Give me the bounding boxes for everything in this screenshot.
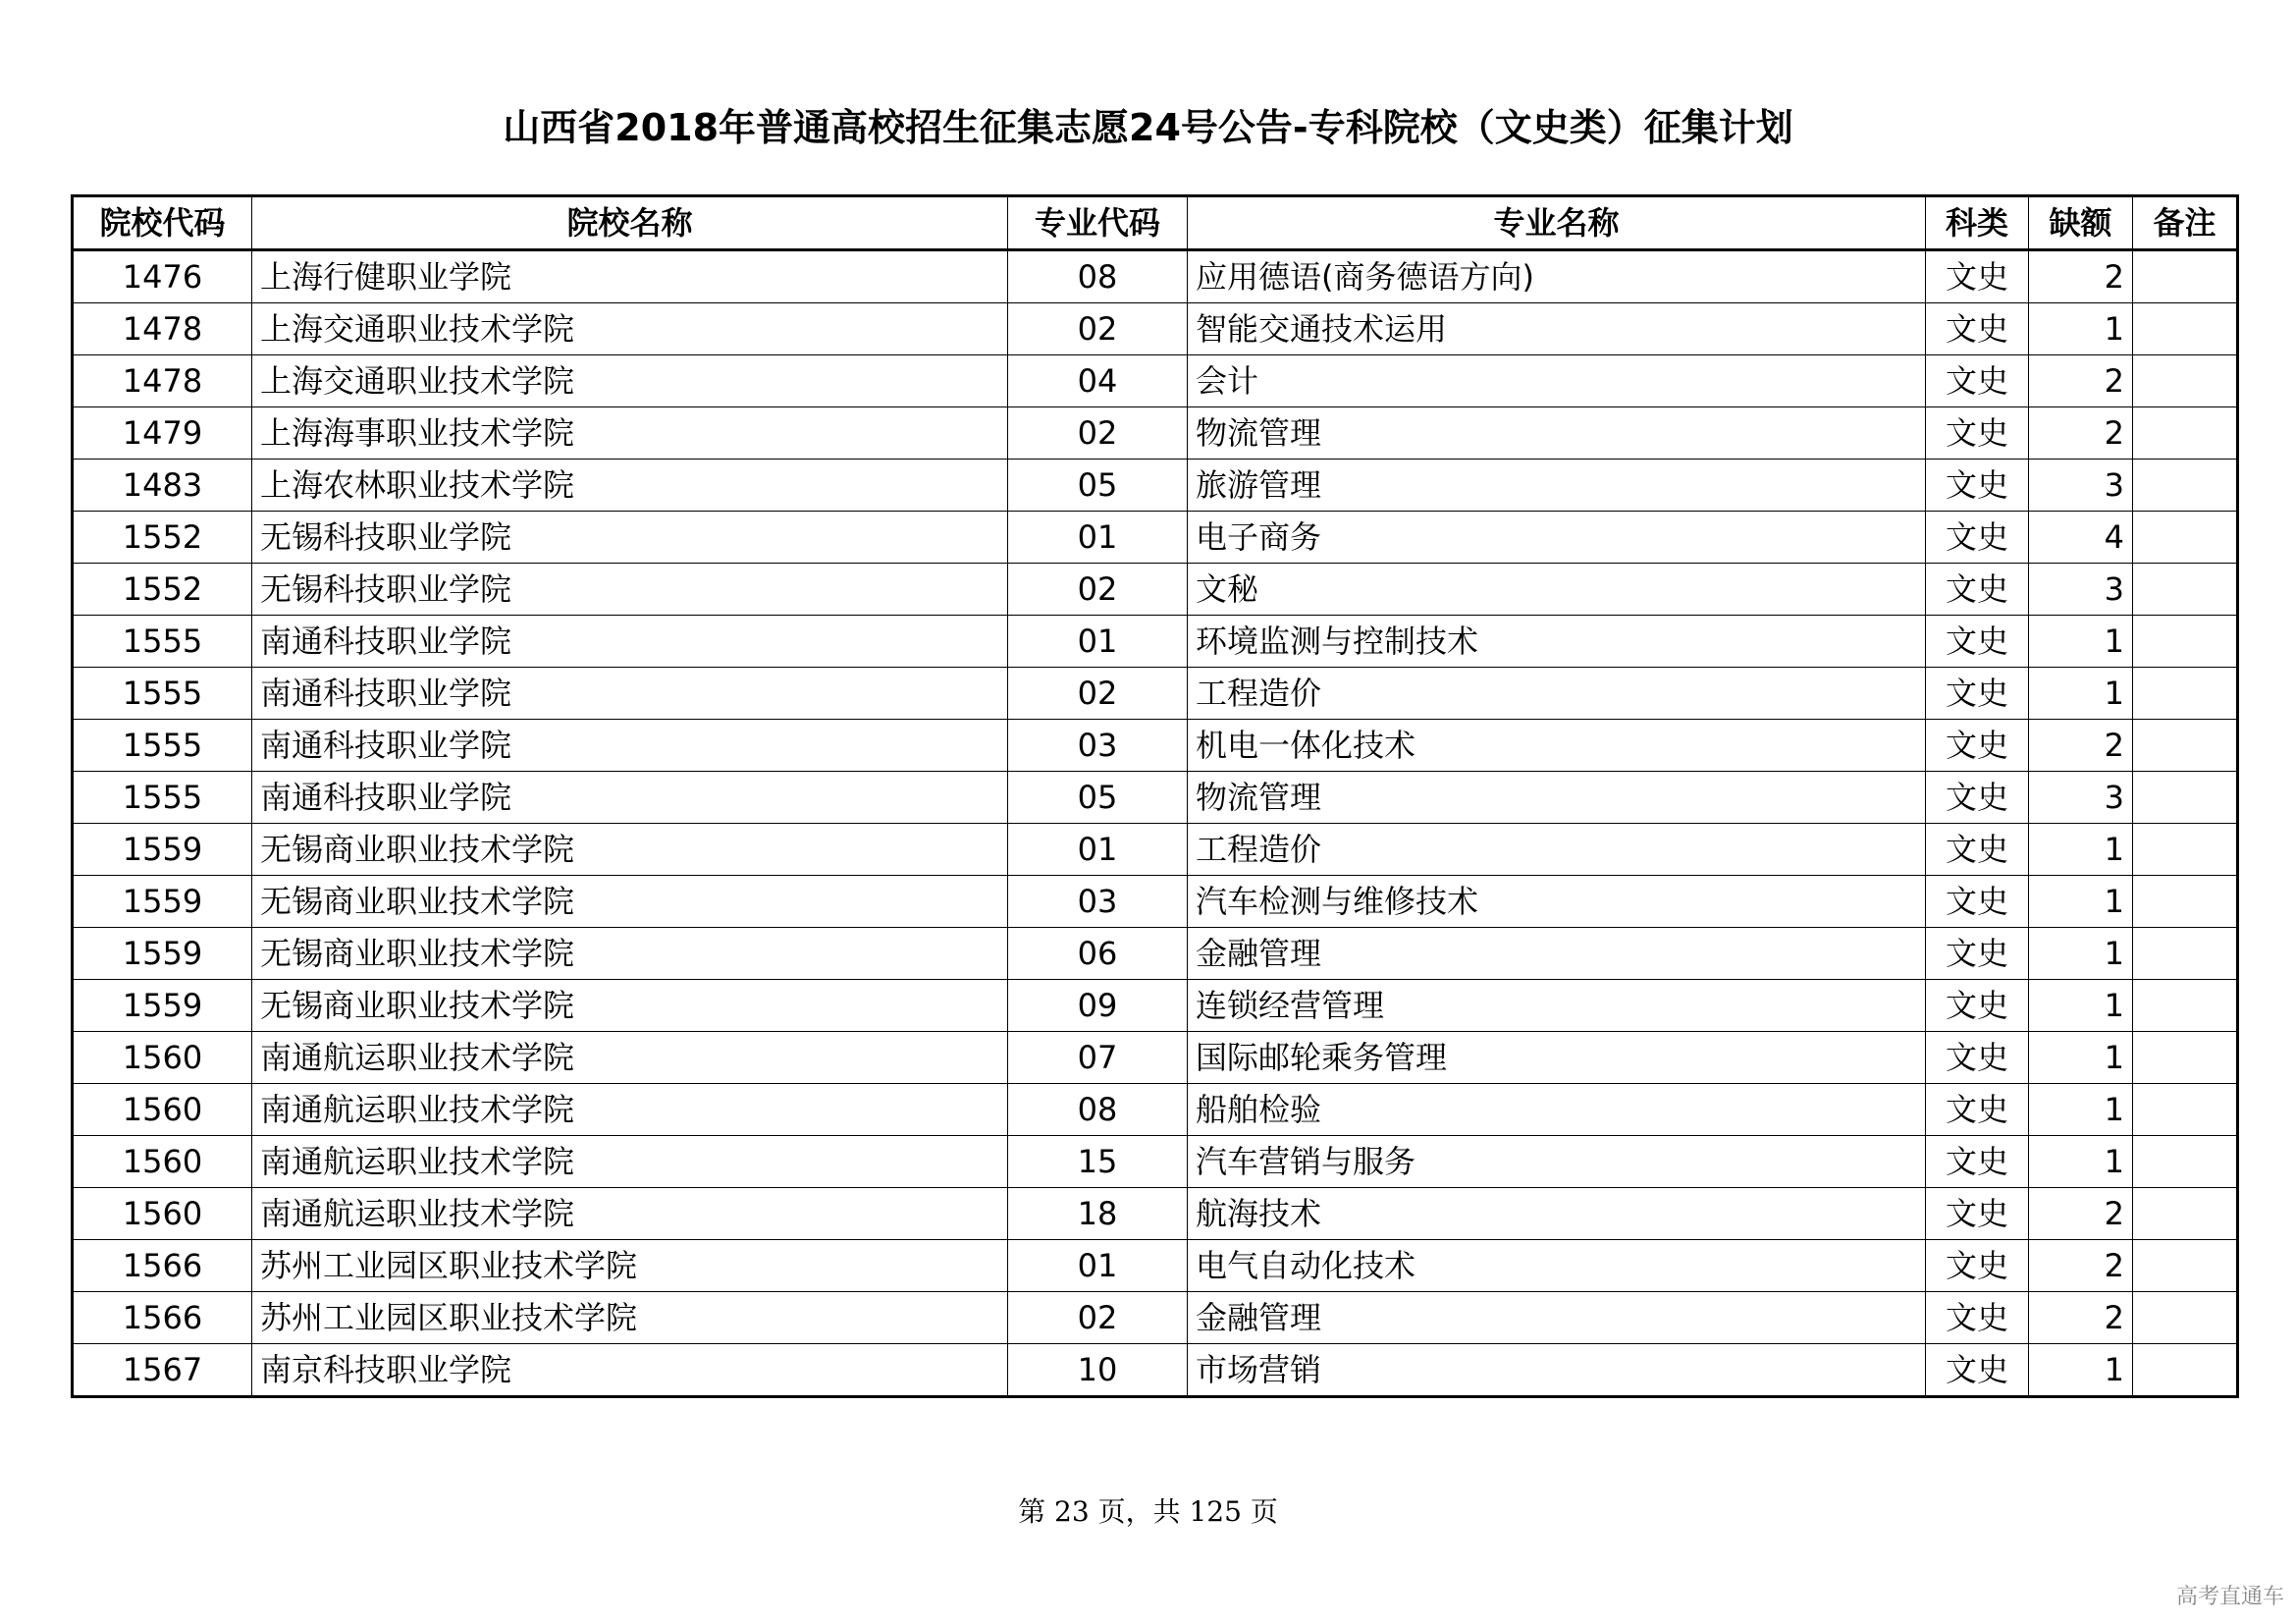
cell-category: 文史 (1926, 616, 2029, 668)
table-row (73, 824, 2238, 876)
table-row (73, 1136, 2238, 1188)
cell-vacancy: 2 (2029, 355, 2133, 407)
cell-school-name: 无锡商业职业技术学院 (252, 980, 1008, 1032)
cell-note (2133, 980, 2238, 1032)
cell-major-name: 智能交通技术运用 (1188, 303, 1926, 355)
table-row (73, 876, 2238, 928)
cell-school-code: 1559 (73, 824, 252, 876)
cell-school-code: 1555 (73, 772, 252, 824)
cell-school-code: 1555 (73, 668, 252, 720)
table-row (73, 1344, 2238, 1397)
cell-note (2133, 1032, 2238, 1084)
table-row (73, 250, 2238, 303)
cell-note (2133, 1188, 2238, 1240)
cell-school-name: 苏州工业园区职业技术学院 (252, 1292, 1008, 1344)
cell-note (2133, 407, 2238, 460)
cell-vacancy: 1 (2029, 1344, 2133, 1397)
header-school-name: 院校名称 (252, 196, 1008, 250)
table-row (73, 1240, 2238, 1292)
cell-school-name: 苏州工业园区职业技术学院 (252, 1240, 1008, 1292)
cell-school-code: 1566 (73, 1292, 252, 1344)
cell-category: 文史 (1926, 512, 2029, 564)
cell-category: 文史 (1926, 772, 2029, 824)
cell-school-code: 1552 (73, 512, 252, 564)
cell-category: 文史 (1926, 250, 2029, 303)
cell-school-code: 1478 (73, 303, 252, 355)
cell-major-code: 08 (1008, 1084, 1188, 1136)
cell-school-code: 1552 (73, 564, 252, 616)
cell-major-name: 应用德语(商务德语方向) (1188, 250, 1926, 303)
table-row (73, 616, 2238, 668)
cell-note (2133, 303, 2238, 355)
cell-note (2133, 720, 2238, 772)
cell-category: 文史 (1926, 1188, 2029, 1240)
cell-major-code: 15 (1008, 1136, 1188, 1188)
table-row (73, 720, 2238, 772)
cell-vacancy: 2 (2029, 1292, 2133, 1344)
cell-school-code: 1560 (73, 1084, 252, 1136)
page-number: 第 23 页，共 125 页 (1018, 1495, 1278, 1528)
header-vacancy: 缺额 (2029, 196, 2133, 250)
header-major-name: 专业名称 (1188, 196, 1926, 250)
cell-category: 文史 (1926, 1292, 2029, 1344)
cell-major-code: 07 (1008, 1032, 1188, 1084)
cell-school-name: 南通航运职业技术学院 (252, 1136, 1008, 1188)
cell-school-code: 1559 (73, 876, 252, 928)
cell-vacancy: 2 (2029, 1188, 2133, 1240)
cell-category: 文史 (1926, 303, 2029, 355)
cell-note (2133, 824, 2238, 876)
cell-note (2133, 512, 2238, 564)
cell-note (2133, 460, 2238, 512)
cell-major-code: 06 (1008, 928, 1188, 980)
cell-major-name: 汽车营销与服务 (1188, 1136, 1926, 1188)
cell-category: 文史 (1926, 980, 2029, 1032)
table-body (73, 250, 2238, 1397)
cell-note (2133, 250, 2238, 303)
cell-school-code: 1478 (73, 355, 252, 407)
cell-category: 文史 (1926, 1084, 2029, 1136)
cell-category: 文史 (1926, 720, 2029, 772)
cell-vacancy: 1 (2029, 980, 2133, 1032)
cell-major-code: 09 (1008, 980, 1188, 1032)
cell-major-code: 05 (1008, 772, 1188, 824)
table-header-row (73, 196, 2238, 250)
cell-note (2133, 876, 2238, 928)
cell-major-name: 汽车检测与维修技术 (1188, 876, 1926, 928)
cell-major-code: 03 (1008, 720, 1188, 772)
cell-major-name: 旅游管理 (1188, 460, 1926, 512)
cell-category: 文史 (1926, 1240, 2029, 1292)
cell-school-code: 1483 (73, 460, 252, 512)
cell-major-name: 金融管理 (1188, 928, 1926, 980)
table-row (73, 355, 2238, 407)
cell-school-code: 1476 (73, 250, 252, 303)
cell-major-code: 10 (1008, 1344, 1188, 1397)
cell-vacancy: 2 (2029, 407, 2133, 460)
cell-major-name: 环境监测与控制技术 (1188, 616, 1926, 668)
cell-note (2133, 355, 2238, 407)
cell-category: 文史 (1926, 407, 2029, 460)
cell-vacancy: 1 (2029, 616, 2133, 668)
cell-vacancy: 2 (2029, 1240, 2133, 1292)
cell-category: 文史 (1926, 824, 2029, 876)
cell-category: 文史 (1926, 1032, 2029, 1084)
cell-note (2133, 668, 2238, 720)
cell-note (2133, 1344, 2238, 1397)
cell-category: 文史 (1926, 460, 2029, 512)
cell-major-name: 金融管理 (1188, 1292, 1926, 1344)
cell-major-code: 01 (1008, 616, 1188, 668)
cell-vacancy: 2 (2029, 720, 2133, 772)
cell-school-code: 1566 (73, 1240, 252, 1292)
cell-category: 文史 (1926, 564, 2029, 616)
cell-major-name: 物流管理 (1188, 772, 1926, 824)
table-row (73, 303, 2238, 355)
cell-major-code: 04 (1008, 355, 1188, 407)
cell-major-name: 工程造价 (1188, 824, 1926, 876)
cell-category: 文史 (1926, 1136, 2029, 1188)
cell-school-code: 1560 (73, 1136, 252, 1188)
cell-note (2133, 928, 2238, 980)
cell-category: 文史 (1926, 668, 2029, 720)
cell-note (2133, 1084, 2238, 1136)
watermark-text: 高考直通车 (2175, 1585, 2284, 1609)
table-row (73, 668, 2238, 720)
cell-vacancy: 1 (2029, 876, 2133, 928)
cell-major-name: 国际邮轮乘务管理 (1188, 1032, 1926, 1084)
cell-category: 文史 (1926, 1344, 2029, 1397)
table-row (73, 772, 2238, 824)
cell-school-name: 无锡商业职业技术学院 (252, 876, 1008, 928)
cell-category: 文史 (1926, 876, 2029, 928)
header-major-code: 专业代码 (1008, 196, 1188, 250)
enrollment-plan-table (71, 194, 2239, 1398)
table-row (73, 512, 2238, 564)
cell-school-name: 无锡科技职业学院 (252, 564, 1008, 616)
cell-school-name: 上海海事职业技术学院 (252, 407, 1008, 460)
cell-note (2133, 1240, 2238, 1292)
cell-school-name: 南通科技职业学院 (252, 772, 1008, 824)
cell-major-name: 电气自动化技术 (1188, 1240, 1926, 1292)
cell-major-code: 02 (1008, 564, 1188, 616)
cell-school-name: 上海行健职业学院 (252, 250, 1008, 303)
cell-vacancy: 1 (2029, 928, 2133, 980)
cell-school-name: 南通科技职业学院 (252, 720, 1008, 772)
cell-vacancy: 3 (2029, 564, 2133, 616)
cell-major-code: 02 (1008, 407, 1188, 460)
cell-vacancy: 1 (2029, 824, 2133, 876)
cell-note (2133, 1136, 2238, 1188)
table-row (73, 407, 2238, 460)
cell-vacancy: 4 (2029, 512, 2133, 564)
cell-school-code: 1555 (73, 720, 252, 772)
cell-vacancy: 1 (2029, 1136, 2133, 1188)
cell-note (2133, 564, 2238, 616)
cell-category: 文史 (1926, 355, 2029, 407)
cell-major-name: 电子商务 (1188, 512, 1926, 564)
cell-vacancy: 1 (2029, 668, 2133, 720)
cell-school-code: 1479 (73, 407, 252, 460)
cell-school-name: 南通科技职业学院 (252, 668, 1008, 720)
cell-major-code: 02 (1008, 668, 1188, 720)
cell-vacancy: 3 (2029, 772, 2133, 824)
cell-note (2133, 1292, 2238, 1344)
cell-major-name: 工程造价 (1188, 668, 1926, 720)
cell-category: 文史 (1926, 928, 2029, 980)
cell-school-name: 无锡科技职业学院 (252, 512, 1008, 564)
cell-school-name: 南京科技职业学院 (252, 1344, 1008, 1397)
cell-school-code: 1555 (73, 616, 252, 668)
cell-school-name: 无锡商业职业技术学院 (252, 928, 1008, 980)
cell-major-name: 物流管理 (1188, 407, 1926, 460)
table-row (73, 1032, 2238, 1084)
cell-school-name: 南通科技职业学院 (252, 616, 1008, 668)
table-row (73, 1292, 2238, 1344)
cell-major-code: 05 (1008, 460, 1188, 512)
cell-school-name: 南通航运职业技术学院 (252, 1032, 1008, 1084)
cell-school-name: 上海交通职业技术学院 (252, 303, 1008, 355)
cell-major-name: 会计 (1188, 355, 1926, 407)
header-school-code: 院校代码 (73, 196, 252, 250)
cell-major-code: 01 (1008, 512, 1188, 564)
cell-vacancy: 2 (2029, 250, 2133, 303)
document-title: 山西省2018年普通高校招生征集志愿24号公告-专科院校（文史类）征集计划 (503, 106, 1793, 149)
cell-major-code: 01 (1008, 1240, 1188, 1292)
table-row (73, 928, 2238, 980)
cell-major-code: 02 (1008, 1292, 1188, 1344)
cell-vacancy: 1 (2029, 1084, 2133, 1136)
cell-vacancy: 1 (2029, 1032, 2133, 1084)
cell-major-name: 航海技术 (1188, 1188, 1926, 1240)
table-row (73, 564, 2238, 616)
cell-major-name: 连锁经营管理 (1188, 980, 1926, 1032)
cell-major-name: 文秘 (1188, 564, 1926, 616)
cell-school-name: 南通航运职业技术学院 (252, 1084, 1008, 1136)
cell-note (2133, 616, 2238, 668)
cell-school-code: 1567 (73, 1344, 252, 1397)
cell-school-name: 上海交通职业技术学院 (252, 355, 1008, 407)
cell-major-code: 01 (1008, 824, 1188, 876)
cell-major-name: 市场营销 (1188, 1344, 1926, 1397)
cell-school-name: 南通航运职业技术学院 (252, 1188, 1008, 1240)
cell-major-code: 08 (1008, 250, 1188, 303)
table-row (73, 1084, 2238, 1136)
table-row (73, 1188, 2238, 1240)
table-row (73, 460, 2238, 512)
cell-major-code: 03 (1008, 876, 1188, 928)
cell-school-code: 1560 (73, 1188, 252, 1240)
cell-school-code: 1559 (73, 980, 252, 1032)
cell-vacancy: 1 (2029, 303, 2133, 355)
cell-school-name: 上海农林职业技术学院 (252, 460, 1008, 512)
cell-major-name: 船舶检验 (1188, 1084, 1926, 1136)
header-category: 科类 (1926, 196, 2029, 250)
cell-note (2133, 772, 2238, 824)
cell-school-code: 1560 (73, 1032, 252, 1084)
cell-major-code: 02 (1008, 303, 1188, 355)
cell-school-name: 无锡商业职业技术学院 (252, 824, 1008, 876)
header-note: 备注 (2133, 196, 2238, 250)
cell-major-code: 18 (1008, 1188, 1188, 1240)
table-row (73, 980, 2238, 1032)
cell-school-code: 1559 (73, 928, 252, 980)
cell-vacancy: 3 (2029, 460, 2133, 512)
cell-major-name: 机电一体化技术 (1188, 720, 1926, 772)
